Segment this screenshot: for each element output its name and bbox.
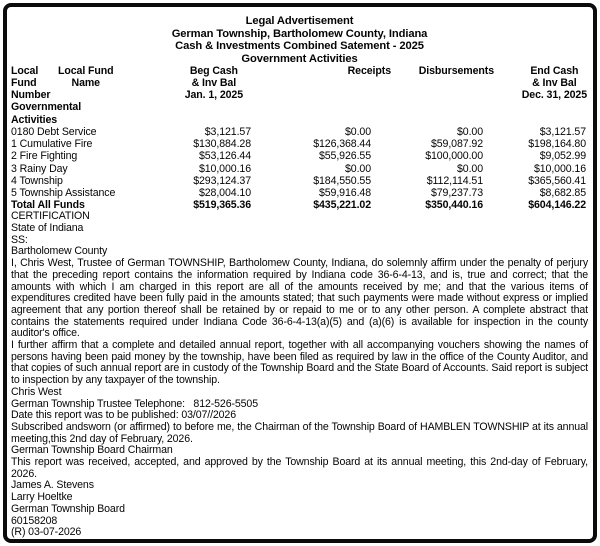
fund-name: 0180 Debt Service <box>11 125 97 138</box>
end-cash-value: $365,560.41 <box>528 174 586 187</box>
trustee-phone-line: German Township Trustee Telephone: 812-526-5505 <box>11 397 258 410</box>
total-beg-cash: $519,365.36 <box>193 199 251 212</box>
county-line: Bartholomew County <box>11 245 108 258</box>
ss-line: SS: <box>11 233 28 246</box>
chairman-line: German Township Board Chairman <box>11 444 173 457</box>
table-row <box>11 138 588 150</box>
table-row <box>11 175 588 187</box>
receipts-value: $126,368.44 <box>313 138 371 151</box>
township-title: German Township, Bartholomew County, Indiana <box>171 27 428 40</box>
notice-border-frame <box>3 3 597 543</box>
disbursements-value: $59,087.92 <box>430 138 483 151</box>
disbursements-value: $79,237.73 <box>430 186 483 199</box>
receipts-value: $59,916.48 <box>318 186 371 199</box>
fund-name: 5 Township Assistance <box>11 186 116 199</box>
beg-cash-value: $130,884.28 <box>193 138 251 151</box>
receipts-value: $55,926.55 <box>318 150 371 163</box>
table-row <box>11 187 588 199</box>
table-row <box>11 150 588 162</box>
total-label: Total All Funds <box>11 199 85 212</box>
fund-name: 3 Rainy Day <box>11 162 68 175</box>
end-cash-value: $8,682.85 <box>539 186 586 199</box>
local-fund-name-header: Local Fund Name <box>58 65 114 90</box>
table-row <box>11 126 588 138</box>
further-affirmation-paragraph: I further affirm that a complete and detailed annual report, together with all accompanying vouchers showing the names of persons having been paid money by the township, have been filed as required by law in the office of the County Auditor, and that copies of such annual report are in custody of the Township Board and the State Board of Accounts. Said report is subject to inspection by any taxpayer of the township. <box>11 339 588 387</box>
notice-header <box>11 15 588 65</box>
beg-cash-header: Beg Cash & Inv Bal Jan. 1, 2025 <box>184 65 243 101</box>
fund-name: 2 Fire Fighting <box>11 150 78 163</box>
beg-cash-value: $53,126.44 <box>198 150 251 163</box>
receipts-header: Receipts <box>347 65 391 78</box>
total-disbursements: $350,440.16 <box>425 199 483 212</box>
certification-section <box>11 211 588 539</box>
local-fund-number-header: Local Fund Number <box>11 65 51 101</box>
board-member-name: Larry Hoeltke <box>11 491 73 504</box>
activities-title: Government Activities <box>241 52 358 65</box>
table-row <box>11 163 588 175</box>
total-end-cash: $604,146.22 <box>528 199 586 212</box>
fund-id-header <box>11 66 165 101</box>
receipts-value: $184,550.55 <box>313 174 371 187</box>
disbursements-value: $100,000.00 <box>425 150 483 163</box>
fund-name: 1 Cumulative Fire <box>11 138 93 151</box>
subscribed-paragraph: Subscribed andsworn (or affirmed) to before me, the Chairman of the Township Board of HAMBLEN TOWNSHIP at its annual meeting,this 2nd day of February, 2026. <box>11 420 588 445</box>
run-date-line: (R) 03-07-2026 <box>11 526 82 539</box>
trustee-name: Chris West <box>11 385 62 398</box>
total-receipts: $435,221.02 <box>313 199 371 212</box>
beg-cash-value: $293,124.37 <box>193 174 251 187</box>
table-total-row <box>11 199 588 211</box>
disbursements-value: $112,114.51 <box>426 174 483 187</box>
statement-title: Cash & Investments Combined Satement - 2025 <box>175 40 424 53</box>
state-line: State of Indiana <box>11 222 84 235</box>
receipts-value: $0.00 <box>344 162 371 175</box>
notice-number: 60158208 <box>11 514 58 527</box>
end-cash-value: $198,164.80 <box>528 138 586 151</box>
beg-cash-value: $10,000.16 <box>198 162 251 175</box>
disbursements-value: $0.00 <box>456 125 483 138</box>
end-cash-value: $10,000.16 <box>533 162 586 175</box>
section-governmental-activities: Governmental Activities <box>11 101 82 126</box>
end-cash-value: $3,121.57 <box>539 125 586 138</box>
disbursements-value: $0.00 <box>456 162 483 175</box>
end-cash-value: $9,052.99 <box>539 150 586 163</box>
beg-cash-value: $28,004.10 <box>198 186 251 199</box>
fund-name: 4 Township <box>11 174 63 187</box>
board-line: German Township Board <box>11 502 125 515</box>
certification-heading: CERTIFICATION <box>11 210 90 223</box>
beg-cash-value: $3,121.57 <box>204 125 251 138</box>
publish-date-line: Date this report was to be published: 03/07//2026 <box>11 409 236 422</box>
notice-title: Legal Advertisement <box>245 15 354 27</box>
receipts-value: $0.00 <box>344 125 371 138</box>
table-header-row <box>11 66 588 101</box>
end-cash-header: End Cash & Inv Bal Dec. 31, 2025 <box>521 65 587 101</box>
board-member-name: James A. Stevens <box>11 479 94 492</box>
fund-table <box>11 66 588 211</box>
received-paragraph: This report was received, accepted, and approved by the Township Board at its annual meeting, this 2nd-day of February, 2026. <box>11 456 588 480</box>
affirmation-paragraph: I, Chris West, Trustee of German TOWNSHIP, Bartholomew County, Indiana, do solemnly affirm under the penalty of perjury that the preceding report contains the information required by Indiana code 36-6-4-13, and is, true and correct; that the amounts with which I am charged in this report are all of the amounts received by me; and that the various items of expenditures credited have been fully paid in the amounts stated; that such payments were made without express or implied agreement that any portion thereof shall be retained by or repaid to me or to any other person. A complete abstract that contains the statements required under Indiana Code 36-6-4-13(a)(5) and (a)(6) is available for inspection in the county auditor's office. <box>11 257 588 340</box>
disbursements-header: Disbursements <box>418 65 494 78</box>
